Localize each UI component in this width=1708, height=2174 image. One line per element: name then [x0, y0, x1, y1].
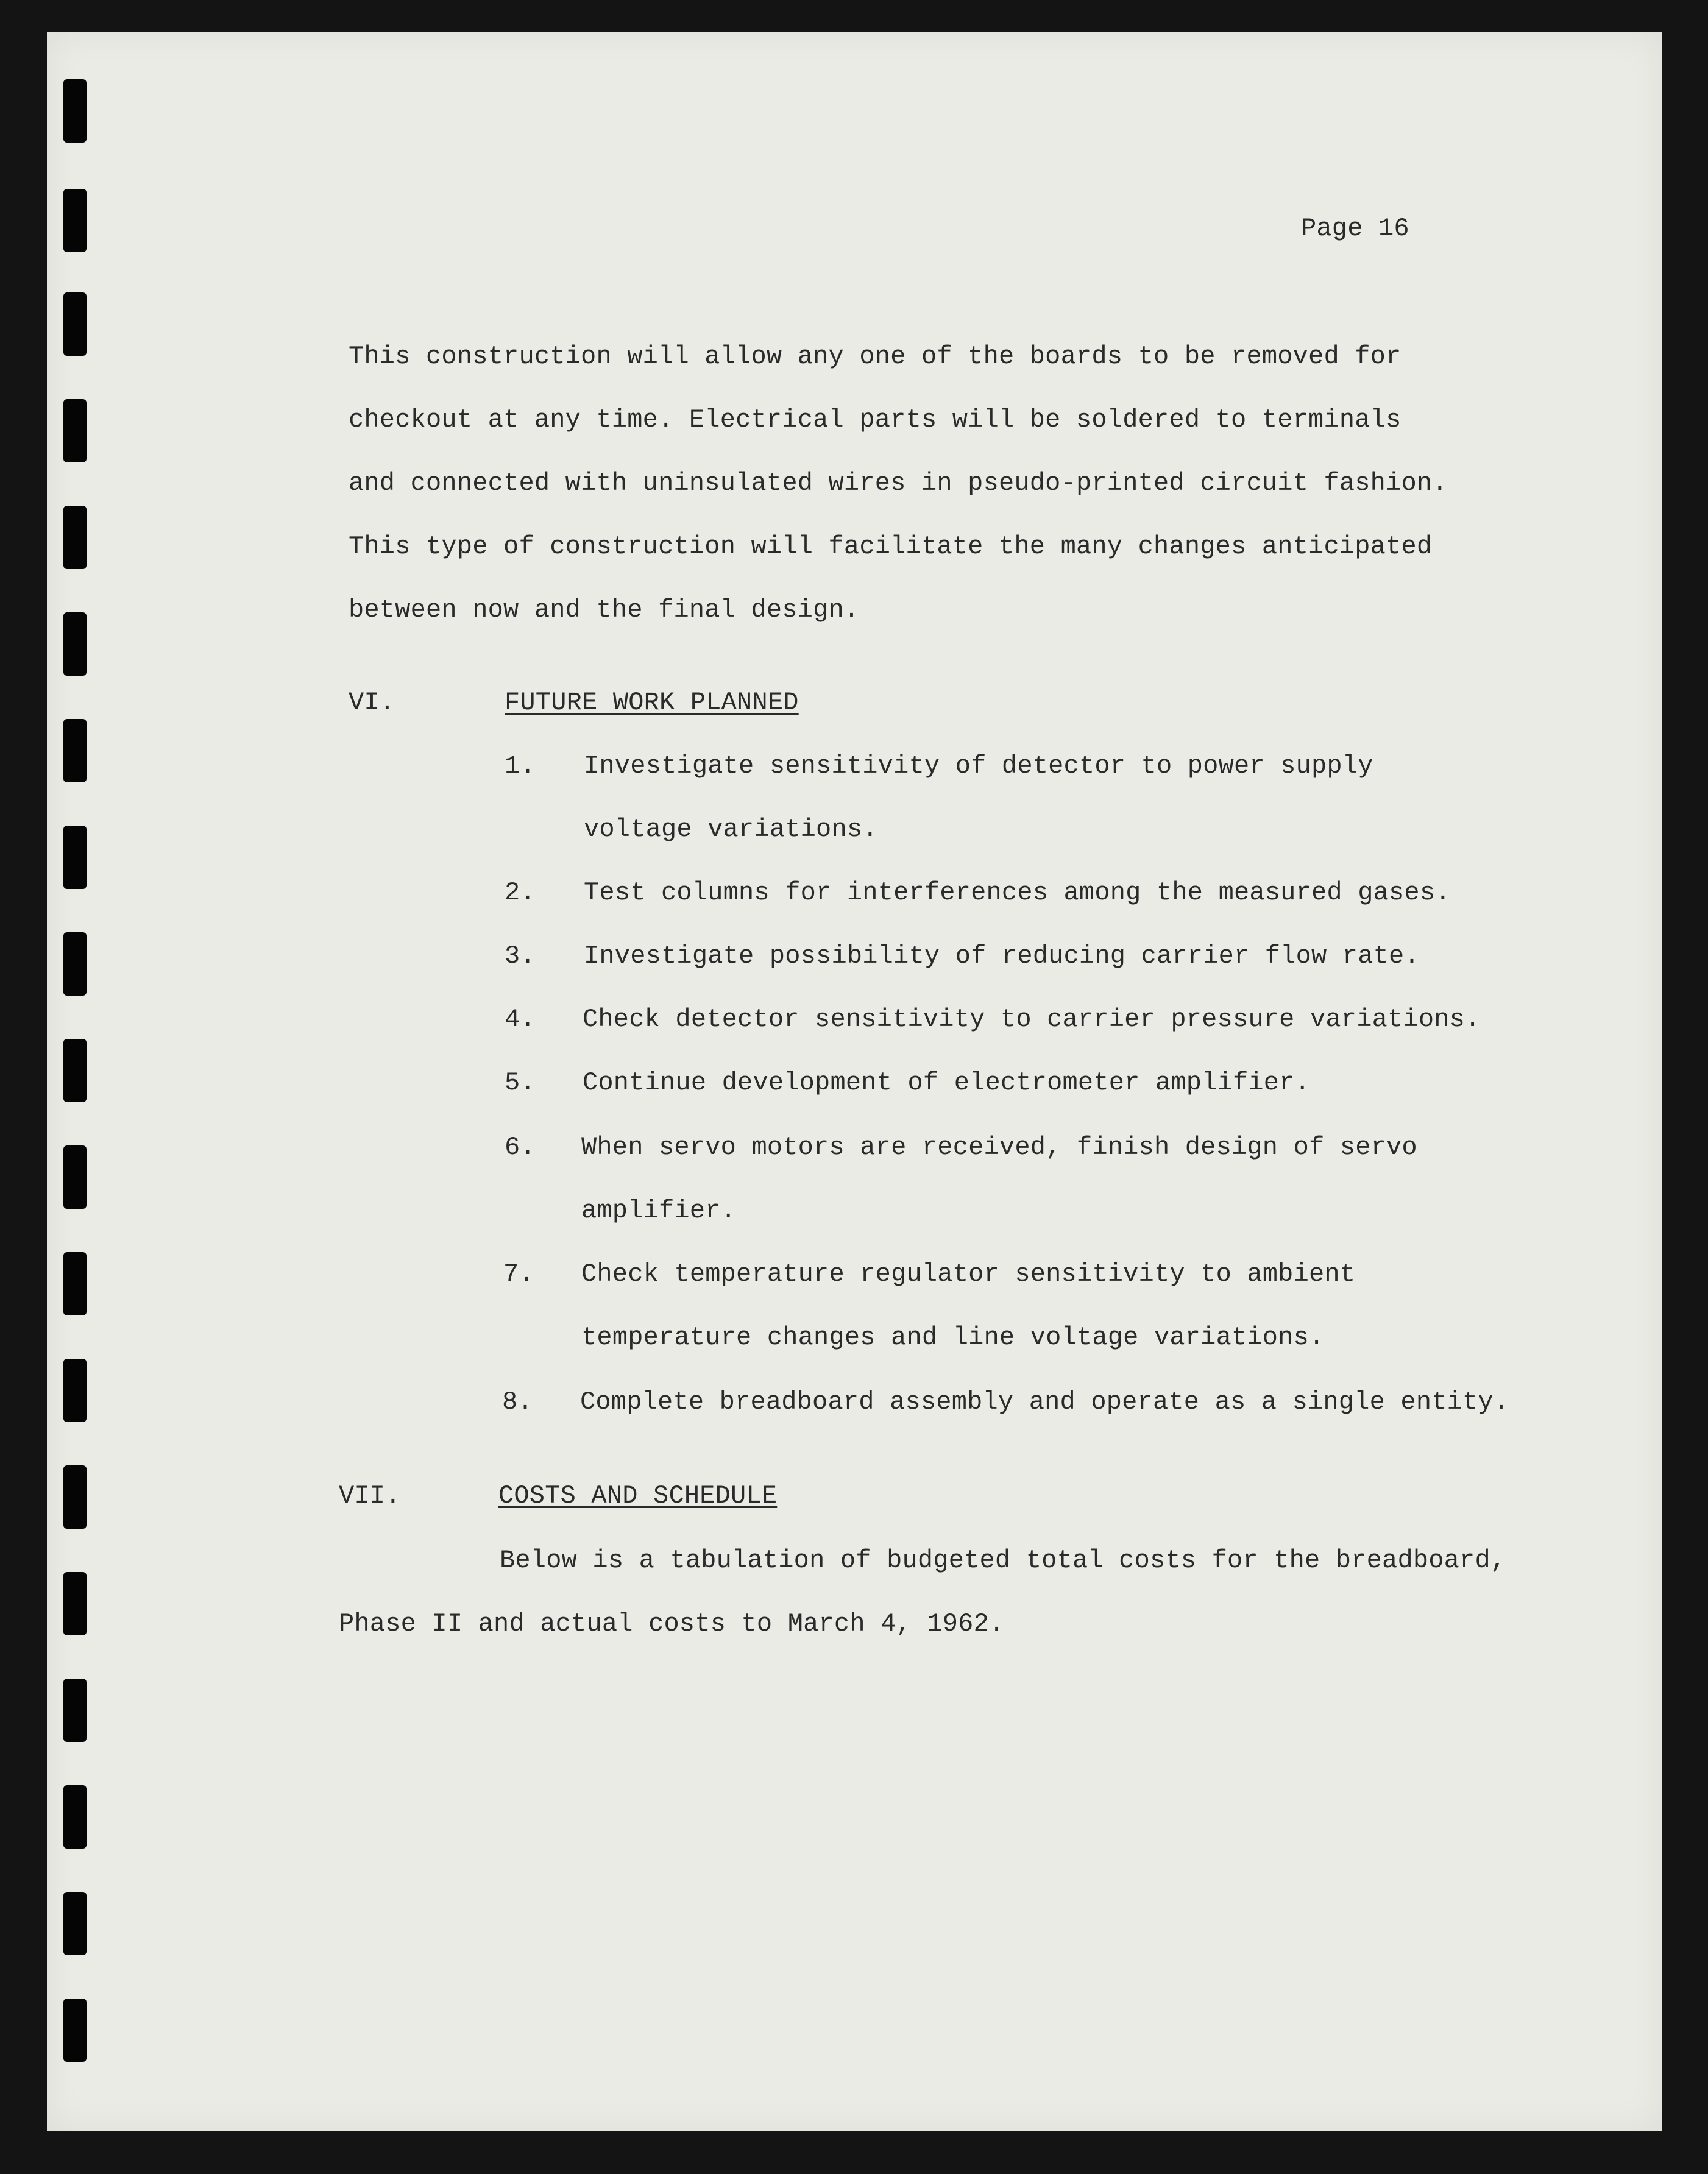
intro-line: between now and the final design. — [349, 595, 860, 625]
item-text: Test columns for interferences among the measured gases. — [584, 878, 1451, 907]
section-heading: FUTURE WORK PLANNED — [505, 688, 799, 717]
intro-line: This construction will allow any one of the boards to be removed for — [349, 342, 1401, 371]
item-number: 5. — [505, 1068, 536, 1097]
item-number: 2. — [505, 878, 536, 907]
binder-hole — [63, 1145, 87, 1209]
item-text: temperature changes and line voltage variations. — [581, 1323, 1325, 1352]
binder-hole — [63, 79, 87, 143]
binder-hole — [63, 1252, 87, 1315]
binder-hole — [63, 1785, 87, 1849]
page-number: Page 16 — [1301, 214, 1409, 243]
binder-hole — [63, 1039, 87, 1102]
binder-hole — [63, 399, 87, 462]
item-text: Check detector sensitivity to carrier pressure variations. — [583, 1005, 1481, 1034]
item-text: amplifier. — [581, 1196, 737, 1225]
binder-hole — [63, 1999, 87, 2062]
section-heading: COSTS AND SCHEDULE — [498, 1481, 778, 1510]
binder-hole — [63, 189, 87, 252]
item-number: 7. — [503, 1259, 534, 1289]
item-text: When servo motors are received, finish design of servo — [581, 1133, 1417, 1162]
item-text: Check temperature regulator sensitivity to ambient — [581, 1259, 1356, 1289]
binder-hole — [63, 1465, 87, 1529]
item-number: 8. — [502, 1387, 533, 1417]
binder-hole — [63, 719, 87, 782]
binder-hole — [63, 292, 87, 356]
item-number: 1. — [505, 751, 536, 781]
section-numeral: VII. — [339, 1481, 401, 1510]
binder-hole — [63, 1679, 87, 1742]
binder-hole — [63, 506, 87, 569]
body-line: Below is a tabulation of budgeted total costs for the breadboard, — [500, 1546, 1506, 1575]
binder-hole — [63, 932, 87, 996]
binder-hole — [63, 1892, 87, 1955]
binder-hole — [63, 1572, 87, 1635]
item-text: Investigate possibility of reducing carrier flow rate. — [584, 941, 1420, 971]
item-number: 4. — [505, 1005, 536, 1034]
binder-hole — [63, 612, 87, 676]
item-number: 3. — [505, 941, 536, 971]
item-text: voltage variations. — [584, 815, 878, 844]
intro-line: This type of construction will facilitate the many changes anticipated — [349, 532, 1433, 561]
section-numeral: VI. — [349, 688, 395, 717]
item-text: Complete breadboard assembly and operate as a single entity. — [580, 1387, 1509, 1417]
item-number: 6. — [505, 1133, 536, 1162]
binder-hole — [63, 826, 87, 889]
item-text: Investigate sensitivity of detector to power supply — [584, 751, 1373, 781]
item-text: Continue development of electrometer amplifier. — [583, 1068, 1310, 1097]
body-line: Phase II and actual costs to March 4, 1962. — [339, 1609, 1005, 1638]
binder-hole — [63, 1359, 87, 1422]
intro-line: and connected with uninsulated wires in pseudo-printed circuit fashion. — [349, 469, 1448, 498]
intro-line: checkout at any time. Electrical parts will be soldered to terminals — [349, 405, 1401, 434]
